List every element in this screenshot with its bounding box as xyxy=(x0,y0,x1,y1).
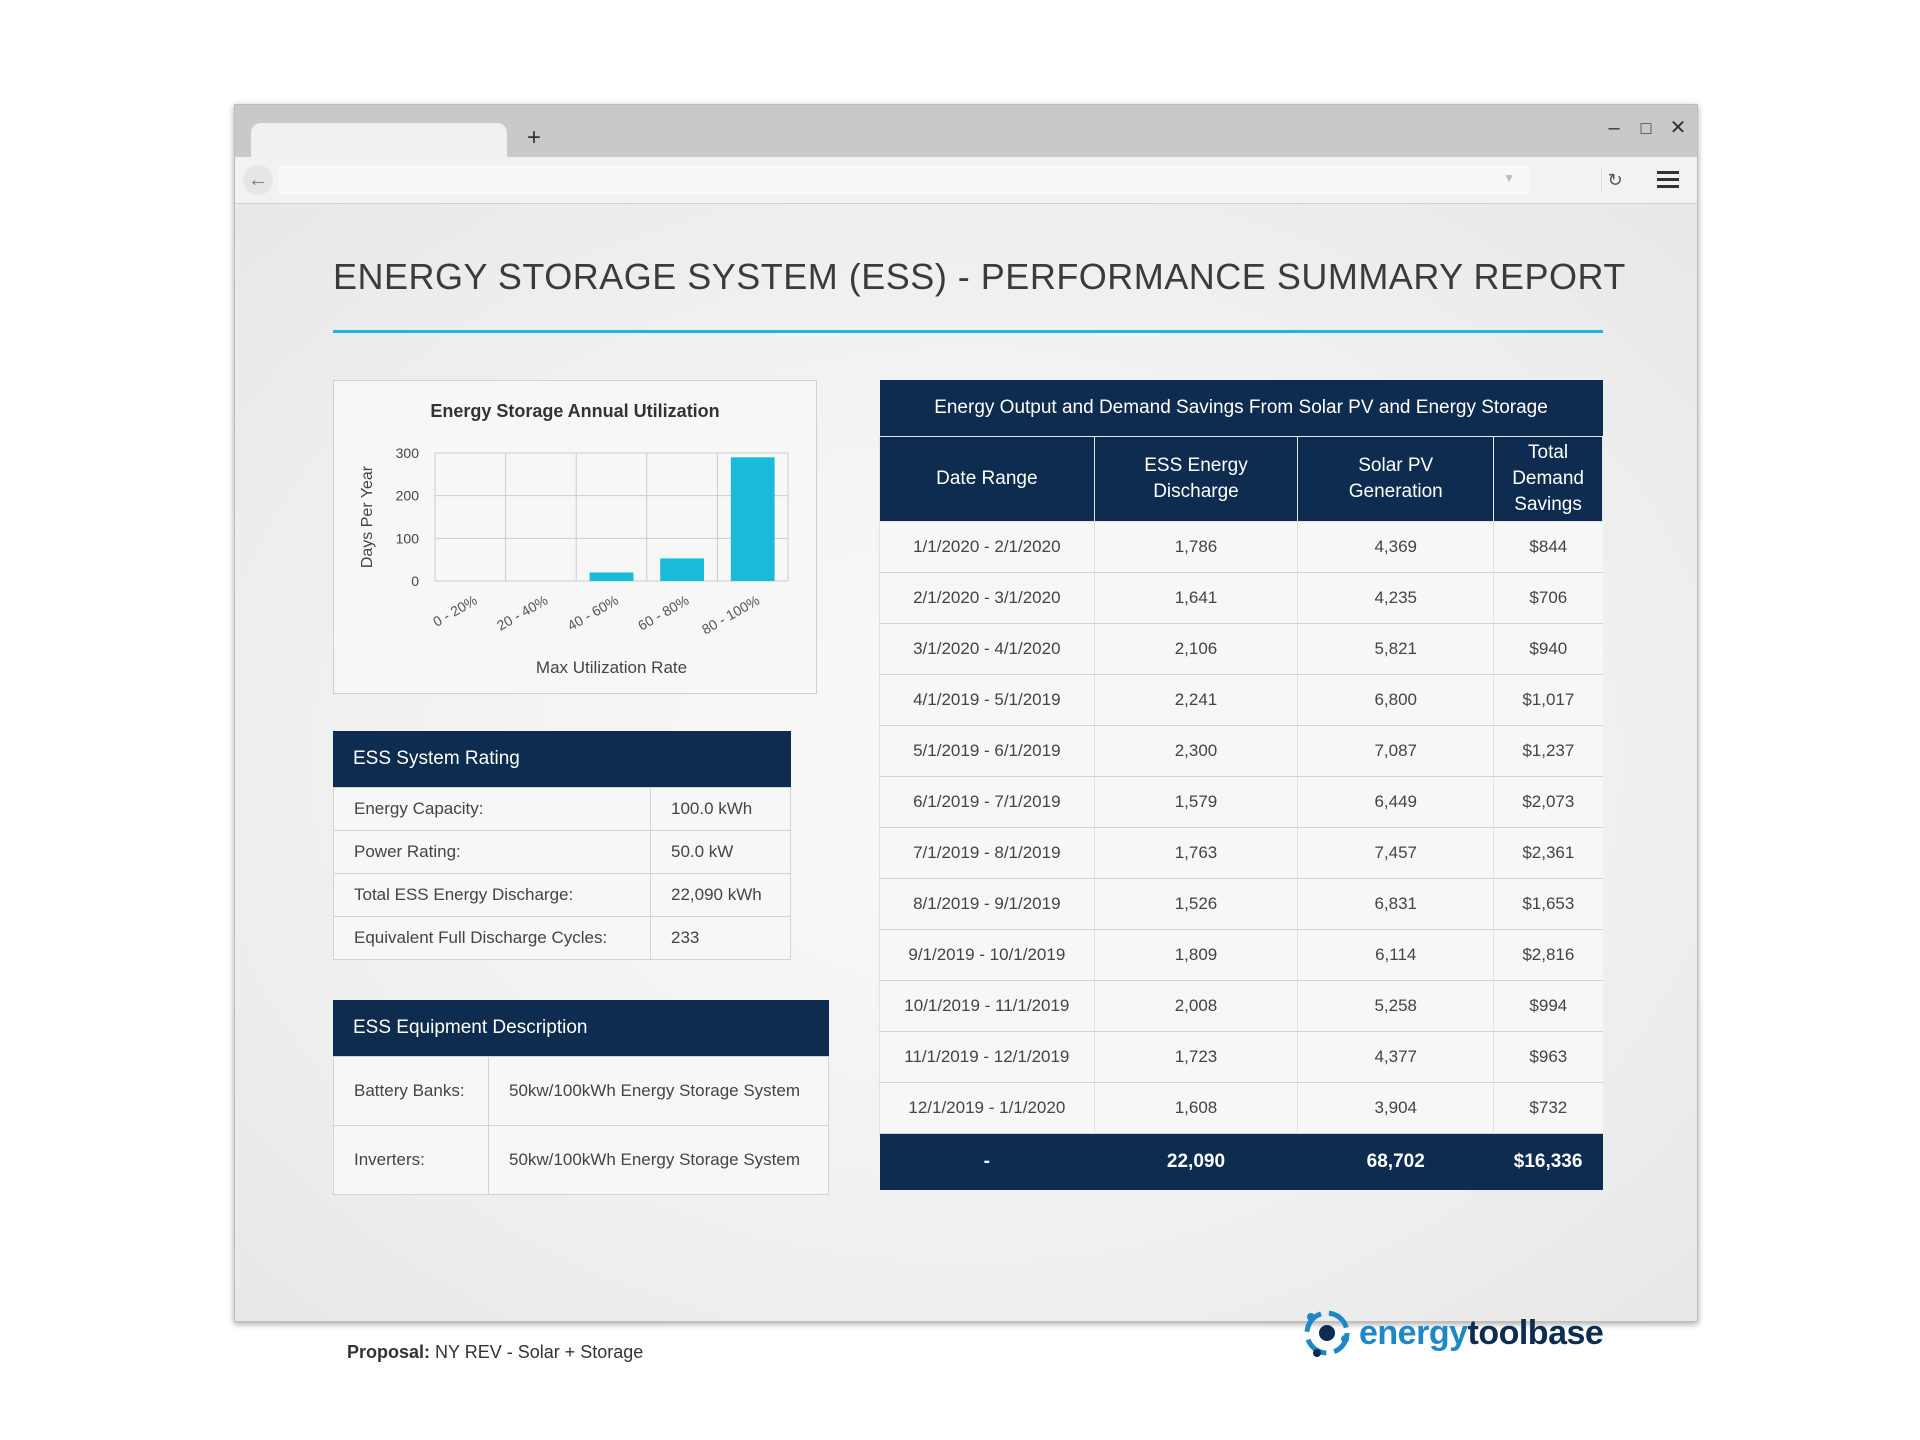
table-cell: $732 xyxy=(1494,1083,1603,1134)
x-tick-label: 60 - 80% xyxy=(635,591,692,634)
table-cell: $2,361 xyxy=(1494,828,1603,879)
table-cell: 1,763 xyxy=(1094,828,1298,879)
browser-toolbar xyxy=(235,157,1697,204)
table-cell: 6,831 xyxy=(1298,879,1494,930)
table-cell: 3,904 xyxy=(1298,1083,1494,1134)
table-row xyxy=(880,828,1603,879)
table-cell: 2,106 xyxy=(1094,624,1298,675)
table-row xyxy=(334,1126,829,1195)
table-row xyxy=(880,981,1603,1032)
utilization-chart-panel xyxy=(333,380,817,694)
table-row xyxy=(334,831,791,874)
table-cell: 6,114 xyxy=(1298,930,1494,981)
table-cell: 7,457 xyxy=(1298,828,1494,879)
column-header: Solar PV Generation xyxy=(1298,437,1494,522)
rating-label: Power Rating: xyxy=(334,831,651,874)
back-button[interactable]: ← xyxy=(243,165,273,195)
table-row xyxy=(334,1057,829,1126)
table-row xyxy=(880,522,1603,573)
x-axis-title: Max Utilization Rate xyxy=(535,658,688,677)
chart-bar xyxy=(590,572,634,581)
company-logo xyxy=(1299,1304,1603,1362)
table-cell: $963 xyxy=(1494,1032,1603,1083)
total-cell: 68,702 xyxy=(1298,1134,1494,1191)
proposal-value: NY REV - Solar + Storage xyxy=(435,1342,644,1362)
chart-bar xyxy=(731,457,775,581)
title-bar xyxy=(235,105,1697,157)
minimize-button[interactable]: – xyxy=(1608,117,1620,139)
table-cell: 4/1/2019 - 5/1/2019 xyxy=(880,675,1095,726)
table-cell: 1/1/2020 - 2/1/2020 xyxy=(880,522,1095,573)
chevron-down-icon[interactable]: ▼ xyxy=(1503,171,1515,185)
chart-title: Energy Storage Annual Utilization xyxy=(430,401,720,421)
rating-label: Energy Capacity: xyxy=(334,788,651,831)
table-cell: 2/1/2020 - 3/1/2020 xyxy=(880,573,1095,624)
logo-text-toolbase: toolbase xyxy=(1467,1313,1604,1352)
table-cell: 1,526 xyxy=(1094,879,1298,930)
table-row xyxy=(880,675,1603,726)
equipment-value: 50kw/100kWh Energy Storage System xyxy=(489,1126,829,1195)
column-header: Date Range xyxy=(880,437,1095,522)
y-tick-label: 200 xyxy=(395,487,419,504)
table-cell: $994 xyxy=(1494,981,1603,1032)
reload-button[interactable]: ↻ xyxy=(1601,167,1628,193)
logo-wordmark xyxy=(1359,1314,1603,1353)
system-rating-table xyxy=(333,787,791,960)
table-row xyxy=(880,777,1603,828)
rating-label: Total ESS Energy Discharge: xyxy=(334,874,651,917)
browser-tab[interactable] xyxy=(251,123,507,157)
table-cell: $2,816 xyxy=(1494,930,1603,981)
table-row xyxy=(880,879,1603,930)
report-page xyxy=(235,204,1697,1362)
table-row xyxy=(880,1032,1603,1083)
table-cell: 9/1/2019 - 10/1/2019 xyxy=(880,930,1095,981)
energy-toolbase-logo-icon xyxy=(1299,1305,1355,1361)
table-cell: $940 xyxy=(1494,624,1603,675)
table-row xyxy=(880,930,1603,981)
table-cell: 11/1/2019 - 12/1/2019 xyxy=(880,1032,1095,1083)
column-header: ESS Energy Discharge xyxy=(1094,437,1298,522)
table-cell: 7,087 xyxy=(1298,726,1494,777)
x-tick-label: 80 - 100% xyxy=(698,591,763,638)
equipment-panel xyxy=(333,1000,829,1195)
table-cell: $1,237 xyxy=(1494,726,1603,777)
table-cell: $844 xyxy=(1494,522,1603,573)
table-cell: 8/1/2019 - 9/1/2019 xyxy=(880,879,1095,930)
total-cell: 22,090 xyxy=(1094,1134,1298,1191)
menu-icon[interactable] xyxy=(1655,167,1681,193)
table-cell: 4,369 xyxy=(1298,522,1494,573)
table-caption: Energy Output and Demand Savings From Solar PV and Energy Storage xyxy=(880,380,1603,437)
energy-output-panel xyxy=(879,380,1603,1190)
new-tab-button[interactable]: + xyxy=(526,124,541,151)
equipment-label: Inverters: xyxy=(334,1126,489,1195)
table-row xyxy=(880,726,1603,777)
x-tick-label: 0 - 20% xyxy=(430,591,480,630)
total-cell: $16,336 xyxy=(1494,1134,1603,1191)
system-rating-heading: ESS System Rating xyxy=(333,731,791,787)
table-cell: $2,073 xyxy=(1494,777,1603,828)
table-cell: 6,449 xyxy=(1298,777,1494,828)
table-cell: 7/1/2019 - 8/1/2019 xyxy=(880,828,1095,879)
equipment-value: 50kw/100kWh Energy Storage System xyxy=(489,1057,829,1126)
y-axis-title: Days Per Year xyxy=(359,465,376,569)
table-cell: $1,653 xyxy=(1494,879,1603,930)
table-cell: 2,008 xyxy=(1094,981,1298,1032)
table-cell: 4,235 xyxy=(1298,573,1494,624)
table-row xyxy=(334,788,791,831)
table-cell: 1,723 xyxy=(1094,1032,1298,1083)
table-cell: 10/1/2019 - 11/1/2019 xyxy=(880,981,1095,1032)
table-body xyxy=(880,522,1603,1191)
table-cell: 6,800 xyxy=(1298,675,1494,726)
table-cell: $1,017 xyxy=(1494,675,1603,726)
x-tick-label: 40 - 60% xyxy=(564,591,621,634)
x-tick-label: 20 - 40% xyxy=(493,591,551,634)
system-rating-panel xyxy=(333,731,791,960)
table-cell: 1,786 xyxy=(1094,522,1298,573)
table-row xyxy=(880,573,1603,624)
table-row xyxy=(880,624,1603,675)
close-button[interactable]: ✕ xyxy=(1669,117,1687,139)
rating-label: Equivalent Full Discharge Cycles: xyxy=(334,917,651,960)
table-cell: 5,821 xyxy=(1298,624,1494,675)
utilization-chart xyxy=(334,381,818,695)
page-title: ENERGY STORAGE SYSTEM (ESS) - PERFORMANCE SUMMARY REPORT xyxy=(333,256,1626,297)
table-cell: 2,241 xyxy=(1094,675,1298,726)
browser-window xyxy=(234,104,1698,1362)
equipment-heading: ESS Equipment Description xyxy=(333,1000,829,1056)
rating-value: 233 xyxy=(651,917,791,960)
y-tick-label: 300 xyxy=(395,445,419,461)
equipment-label: Battery Banks: xyxy=(334,1057,489,1126)
chart-bar xyxy=(660,558,704,581)
table-cell: 2,300 xyxy=(1094,726,1298,777)
title-divider xyxy=(333,330,1603,333)
logo-text-energy: energy xyxy=(1359,1313,1468,1352)
table-cell: 4,377 xyxy=(1298,1032,1494,1083)
y-tick-label: 100 xyxy=(395,530,419,547)
rating-value: 50.0 kW xyxy=(651,831,791,874)
table-row xyxy=(880,1083,1603,1134)
table-cell: 1,641 xyxy=(1094,573,1298,624)
table-cell: 1,809 xyxy=(1094,930,1298,981)
equipment-table xyxy=(333,1056,829,1195)
energy-output-table xyxy=(879,380,1603,1190)
table-cell: 1,579 xyxy=(1094,777,1298,828)
column-header: Total Demand Savings xyxy=(1494,437,1603,522)
table-row xyxy=(334,917,791,960)
table-cell: $706 xyxy=(1494,573,1603,624)
rating-value: 100.0 kWh xyxy=(651,788,791,831)
table-cell: 5,258 xyxy=(1298,981,1494,1032)
proposal-label: Proposal: xyxy=(347,1342,431,1362)
table-cell: 12/1/2019 - 1/1/2020 xyxy=(880,1083,1095,1134)
table-row xyxy=(334,874,791,917)
y-tick-label: 0 xyxy=(411,573,419,589)
table-cell: 3/1/2020 - 4/1/2020 xyxy=(880,624,1095,675)
address-bar[interactable] xyxy=(279,165,1529,195)
table-cell: 1,608 xyxy=(1094,1083,1298,1134)
table-cell: 6/1/2019 - 7/1/2019 xyxy=(880,777,1095,828)
table-cell: 5/1/2019 - 6/1/2019 xyxy=(880,726,1095,777)
totals-row xyxy=(880,1134,1603,1191)
rating-value: 22,090 kWh xyxy=(651,874,791,917)
maximize-button[interactable]: □ xyxy=(1640,118,1652,138)
total-cell: - xyxy=(880,1134,1095,1191)
proposal-line xyxy=(347,1342,643,1363)
